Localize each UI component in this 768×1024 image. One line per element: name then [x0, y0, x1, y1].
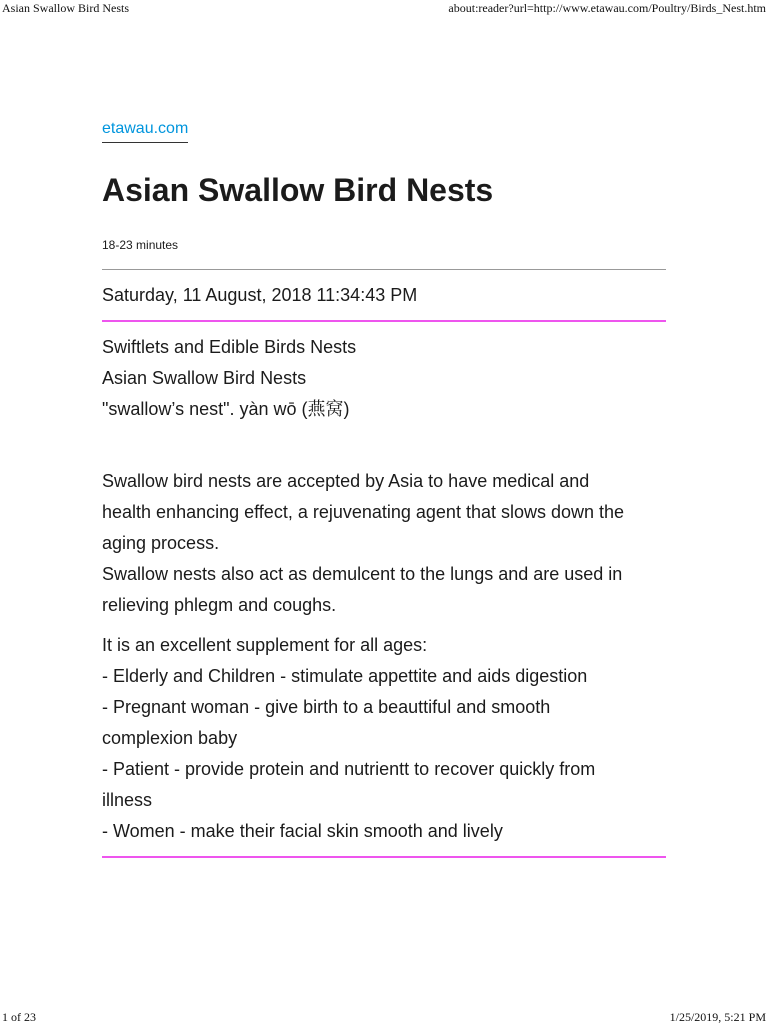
page-count: 1 of 23 [2, 1010, 36, 1024]
paragraph-line: health enhancing effect, a rejuvenating agent that slows down the [102, 502, 625, 522]
print-datetime: 1/25/2019, 5:21 PM [669, 1010, 766, 1024]
list-item: - Patient - provide protein and nutrientt to recover quickly from [102, 759, 596, 779]
list-item: - Pregnant woman - give birth to a beauttiful and smooth [102, 697, 551, 717]
date-divider [102, 320, 666, 322]
paragraph-line: Swallow nests also act as demulcent to the lungs and are used in [102, 564, 623, 584]
paragraph-line: It is an excellent supplement for all ages: [102, 635, 428, 655]
page-title: Asian Swallow Bird Nests [102, 172, 494, 208]
reading-time: 18-23 minutes [102, 238, 179, 252]
paragraph-line: aging process. [102, 533, 220, 553]
paragraph-line: relieving phlegm and coughs. [102, 595, 337, 615]
list-item: - Elderly and Children - stimulate appettite and aids digestion [102, 666, 588, 686]
list-item-continuation: complexion baby [102, 728, 238, 748]
content-divider [102, 856, 666, 858]
paragraph-line: Swallow bird nests are accepted by Asia to have medical and [102, 471, 590, 491]
intro-line: Asian Swallow Bird Nests [102, 368, 307, 388]
list-item: - Women - make their facial skin smooth and lively [102, 821, 503, 841]
list-item-continuation: illness [102, 790, 153, 810]
article-date: Saturday, 11 August, 2018 11:34:43 PM [102, 285, 418, 305]
intro-line: "swallow’s nest". yàn wō (燕窝) [102, 399, 350, 419]
header-divider [102, 269, 666, 270]
source-domain-link[interactable]: etawau.com [102, 119, 188, 143]
intro-line: Swiftlets and Edible Birds Nests [102, 337, 357, 357]
print-header-url: about:reader?url=http://www.etawau.com/Poultry/Birds_Nest.htm [448, 1, 766, 15]
print-header-title: Asian Swallow Bird Nests [2, 1, 129, 15]
